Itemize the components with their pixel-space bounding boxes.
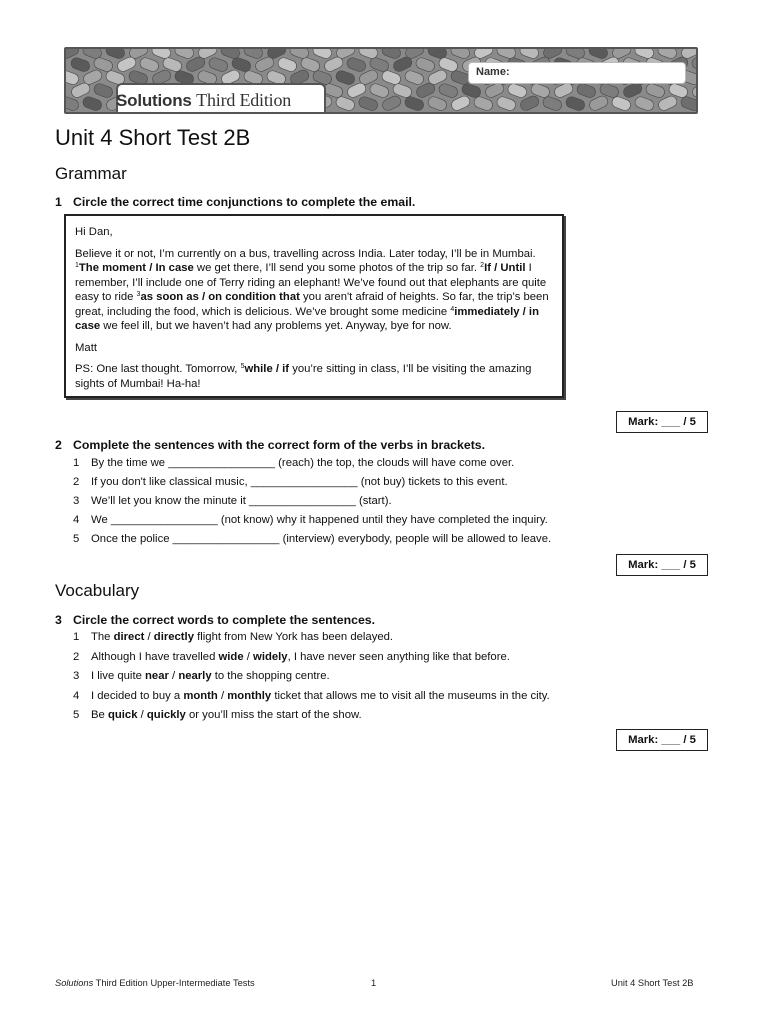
pattern-tile [506,82,528,99]
item-text: to the shopping centre. [211,670,330,682]
mark-box-q2[interactable]: Mark: ___ / 5 [616,554,708,576]
item-text: If you don't like classical music, _________________ (not buy) tickets to this event. [91,476,508,488]
option-pair-4[interactable]: immediately / in case [75,305,539,332]
pattern-tile [518,49,540,60]
list-item[interactable] [73,670,330,682]
mark-box-q1[interactable]: Mark: ___ / 5 [616,411,708,433]
question-instruction: Complete the sentences with the correct form of the verbs in brackets. [73,438,486,452]
item-text: By the time we _________________ (reach) the top, the clouds will have come over. [91,457,515,469]
email-text: you aren't afraid of heights. So far, the trip’s been great, including the food, which is delicious. We’ve brought some medicine [75,291,549,318]
option-a[interactable]: month [183,689,218,702]
option-pair-2[interactable]: If / Until [484,262,526,274]
option-separator: / [243,650,254,663]
pattern-tile [380,49,402,60]
name-label: Name: [476,66,510,78]
pattern-tile [414,56,436,73]
page-title: Unit 4 Short Test 2B [55,125,251,150]
pattern-tile [690,56,696,73]
list-item[interactable] [73,476,508,488]
pattern-tile [403,69,425,86]
pattern-tile [345,56,367,73]
question-2-heading [55,438,485,452]
option-b[interactable]: widely [253,650,288,663]
option-b[interactable]: monthly [227,689,272,702]
option-pair-1[interactable]: The moment / In case [78,262,194,274]
pattern-tile [564,95,586,112]
pattern-tile [173,49,195,60]
item-number: 4 [73,514,80,526]
list-item[interactable] [73,690,550,702]
item-number: 1 [73,631,80,643]
pattern-tile [437,82,459,99]
option-separator: / [144,631,154,643]
email-text: PS: One last thought. Tomorrow, [75,363,241,375]
brand-bold: Solutions [116,91,192,110]
pattern-tile [92,82,114,99]
item-text: Although I have travelled [91,650,219,663]
pattern-tile [495,95,517,112]
list-item[interactable] [73,457,514,469]
item-number: 2 [73,476,80,488]
item-number: 5 [73,709,80,721]
question-number: 2 [55,438,62,452]
pattern-tile [66,95,80,112]
email-box [64,214,564,398]
option-separator: / [217,689,228,702]
pattern-tile [449,49,471,60]
brand-logo [116,90,291,111]
item-text: The [91,631,114,643]
email-text: you’re sitting in class, I’ll be visiting the amazing sights of Mumbai! Ha-ha! [75,363,532,390]
option-a[interactable]: wide [218,650,244,663]
email-body: Believe it or not, I’m currently on a bus, travelling across India. Later today, I’ll be in Mumbai. $^1$The moment / In case we get there, I’ll send you some photos of the trip so far. $^2$If / Until I remember, I’ll include one of Terry riding an elephant! We’ve found out that elephants are quite easy to ride $^3$as soon as / on condition that you aren't afraid of heights. So far, the trip’s been great, including the food, which is delicious. We’ve brought some medicine $^4$immediately / in case we feel ill, but we haven’t had any problems yet. Anyway, bye for now. [75,247,549,332]
pattern-tile [334,69,356,86]
pattern-tile [81,95,103,112]
option-b[interactable]: directly [153,631,194,643]
pattern-tile [656,49,678,60]
pattern-tile [242,49,264,60]
item-number: 5 [73,533,80,545]
pattern-tile [575,82,597,99]
footer-right: Unit 4 Short Test 2B [611,978,694,988]
pattern-tile [69,56,91,73]
option-b[interactable]: nearly [178,670,212,682]
item-number: 3 [73,495,80,507]
item-text: I live quite [91,670,146,682]
option-pair-5[interactable]: while / if [244,363,290,375]
footer-title: Third Edition Upper-Intermediate Tests [93,978,255,988]
item-number: 2 [73,650,80,663]
mark-box-q3[interactable]: Mark: ___ / 5 [616,729,708,751]
email-postscript: PS: One last thought. Tomorrow, $^5$while / if you’re sitting in class, I’ll be visiting the amazing sights of Mumbai! Ha-ha! [75,363,532,390]
brand-edition: Third Edition [196,90,292,110]
pattern-tile [138,56,160,73]
question-instruction: Circle the correct time conjunctions to complete the email. [73,195,416,209]
footer-left [55,978,255,988]
option-a[interactable]: quick [107,709,138,721]
pattern-tile [311,49,333,60]
list-item[interactable] [73,533,551,545]
item-text: We’ll let you know the minute it _________________ (start). [91,495,392,507]
page-number: 1 [371,978,377,988]
question-3-heading [55,613,375,627]
question-1-heading [55,195,415,209]
pattern-tile [207,56,229,73]
pattern-tile [426,95,448,112]
option-separator: / [137,709,147,721]
item-text: or you’ll miss the start of the show. [185,709,362,721]
pattern-tile [368,82,390,99]
pattern-tile [276,56,298,73]
question-instruction: Circle the correct words to complete the sentences. [73,613,376,627]
email-text: Believe it or not, I’m currently on a bus, travelling across India. Later today, I’ll be in Mumbai. [75,247,536,260]
option-a[interactable]: direct [113,631,145,643]
email-text: we feel ill, but we haven’t had any problems yet. Anyway, bye for now. [100,320,452,332]
email-signoff: Matt [75,341,97,354]
email-text: we get there, I’ll send you some photos of the trip so far. [193,262,481,274]
section-grammar: Grammar [55,164,127,183]
email-greeting: Hi Dan, [75,226,113,238]
email-text: I remember, I’ll include one of Terry riding an elephant! We’ve found out that elephants are quite easy to ride [75,262,547,303]
option-a[interactable]: near [145,670,169,682]
item-text: Be [91,709,108,721]
question-number: 1 [55,195,62,209]
question-number: 3 [55,613,62,627]
pattern-tile [587,49,609,60]
pattern-tile [357,95,379,112]
option-separator: / [168,670,179,682]
item-text: ticket that allows me to visit all the museums in the city. [271,689,550,702]
item-text: I decided to buy a [91,689,184,702]
pattern-tile [104,49,126,60]
pattern-tile [66,69,80,86]
list-item[interactable] [73,651,510,663]
item-text: flight from New York has been delayed. [193,631,394,643]
item-number: 4 [73,689,80,702]
item-number: 1 [73,457,80,469]
option-b[interactable]: quickly [146,709,186,721]
footer-brand: Solutions [55,978,94,988]
pattern-tile [633,95,655,112]
item-number: 3 [73,670,80,682]
list-item[interactable] [73,709,362,721]
item-text: , I have never seen anything like that before. [287,650,510,663]
list-item[interactable] [73,495,392,507]
option-pair-3[interactable]: as soon as / on condition that [140,291,300,303]
pattern-tile [644,82,666,99]
section-vocabulary: Vocabulary [55,581,140,600]
item-text: We _________________ (not know) why it happened until they have completed the inquiry. [91,514,548,526]
list-item[interactable] [73,514,548,526]
list-item[interactable] [73,631,393,643]
item-text: Once the police _________________ (interview) everybody, people will be allowed to leave. [91,533,552,545]
